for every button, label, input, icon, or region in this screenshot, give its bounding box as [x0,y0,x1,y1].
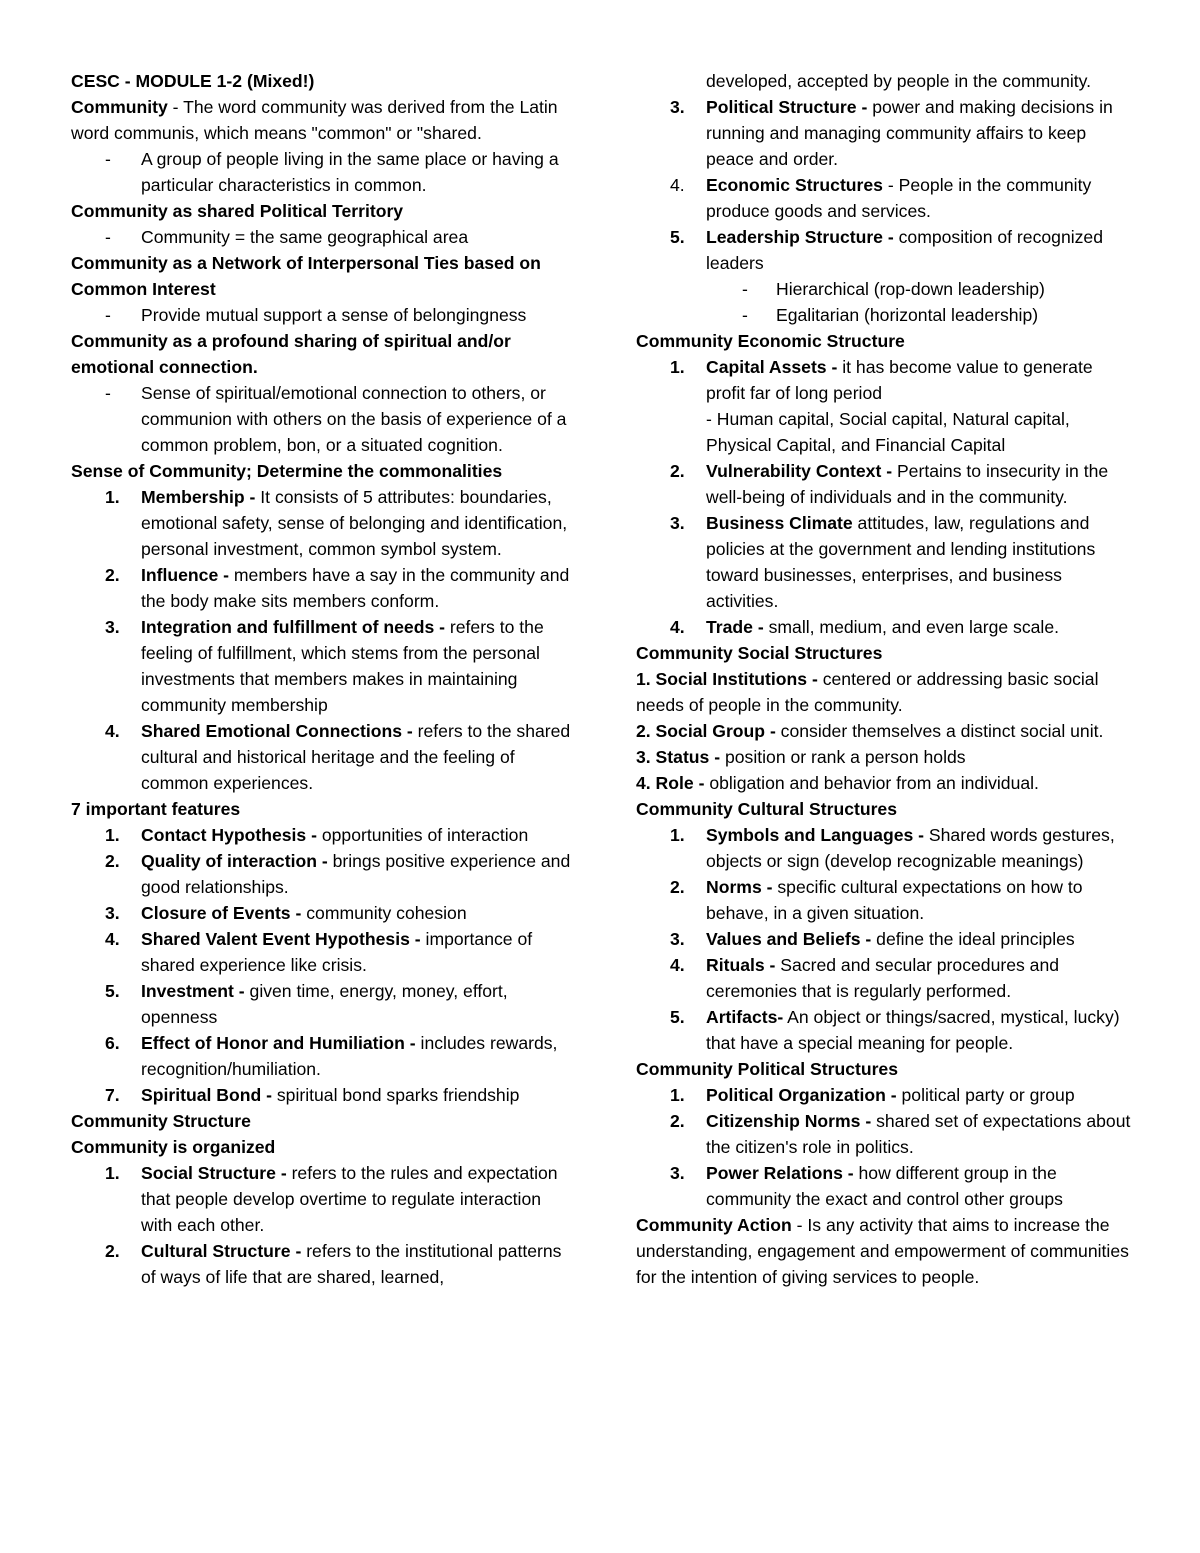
list-item [71,848,576,900]
list-item [71,718,576,796]
list-item [636,926,1136,952]
item-text: Pertains to insecurity in the well-being of individuals and in the community. [706,461,1109,507]
list-item [71,1082,576,1108]
item-term: Effect of Honor and Humiliation - [141,1033,416,1053]
item-number: 3. [670,97,685,117]
list-item [71,900,576,926]
item-term: Influence - [141,565,229,585]
item-text: - People in the community produce goods and services. [706,175,1092,221]
list-item [636,614,1136,640]
item-term: Economic Structures [706,175,883,195]
item-text: position or rank a person holds [720,747,966,767]
item-extra-text: - Human capital, Social capital, Natural capital, Physical Capital, and Financial Capital [706,409,1070,455]
item-term: Rituals - [706,955,776,975]
item-number: 4. [670,617,685,637]
item-number: 2. [105,565,120,585]
item-text: Shared words gestures, objects or sign (develop recognizable meanings) [706,825,1115,871]
item-term: Political Organization - [706,1085,897,1105]
list-item [71,1160,576,1238]
list-item [71,1238,576,1290]
item-number: 5. [105,981,120,1001]
bullet-text: Egalitarian (horizontal leadership) [776,305,1039,325]
item-term: Leadership Structure - [706,227,894,247]
bullet-text: Community = the same geographical area [141,227,469,247]
item-text: brings positive experience and good relationships. [141,851,571,897]
item-term: Spiritual Bond - [141,1085,272,1105]
item-term: Closure of Events - [141,903,302,923]
item-number: 5. [670,227,685,247]
item-text: centered or addressing basic social needs of people in the community. [636,669,1099,715]
left-column [71,68,576,1290]
section-heading: Sense of Community; Determine the commonalities [71,461,503,481]
item-term: Business Climate [706,513,853,533]
list-item [636,770,1136,796]
item-term: 4. Role - [636,773,705,793]
community-definition [71,94,576,146]
item-number: 3. [105,617,120,637]
item-text: consider themselves a distinct social unit. [775,721,1104,741]
item-text: refers to the institutional patterns of ways of life that are shared, learned, [141,1241,562,1287]
list-item [636,1108,1136,1160]
item-term: Artifacts- [706,1007,784,1027]
term: Community [71,97,168,117]
item-number: 5. [670,1007,685,1027]
item-term: 2. Social Group - [636,721,776,741]
item-text: It consists of 5 attributes: boundaries, emotional safety, sense of belonging and identification, personal investment, common symbol system. [141,487,568,559]
bullet-item: - A group of people living in the same place or having a particular characteristics in common. [105,149,559,195]
section-heading: 7 important features [71,799,241,819]
item-number: 1. [105,1163,120,1183]
item-text: opportunities of interaction [316,825,529,845]
item-text: define the ideal principles [871,929,1075,949]
bullet-text: Hierarchical (rop-down leadership) [776,279,1045,299]
item-text: importance of shared experience like crisis. [141,929,533,975]
list-item [71,1030,576,1082]
section-heading: Community Political Structures [636,1059,898,1079]
item-term: Symbols and Languages - [706,825,925,845]
item-term: Capital Assets - [706,357,838,377]
item-text: power and making decisions in running and managing community affairs to keep peace and order. [706,97,1113,169]
item-term: Contact Hypothesis - [141,825,317,845]
list-item [71,484,576,562]
item-number: 3. [670,1163,685,1183]
item-term: Integration and fulfillment of needs - [141,617,445,637]
item-text: it has become value to generate profit far of long period [706,357,1093,403]
list-item [636,510,1136,614]
item-number: 3. [670,513,685,533]
list-item [71,614,576,718]
item-text: refers to the shared cultural and historical heritage and the feeling of common experiences. [141,721,571,793]
item-text: specific cultural expectations on how to behave, in a given situation. [706,877,1083,923]
item-number: 2. [670,877,685,897]
list-item [636,952,1136,1004]
list-item [636,874,1136,926]
item-term: Power Relations - [706,1163,854,1183]
list-item [71,822,576,848]
right-column [636,68,1136,1290]
section-heading: Community Cultural Structures [636,799,898,819]
list-item [636,1082,1136,1108]
list-item [636,666,1136,718]
item-term: Trade - [706,617,764,637]
item-term: Quality of interaction - [141,851,328,871]
bullet-item: - Egalitarian (horizontal leadership) [742,305,1039,325]
item-number: 1. [105,487,120,507]
item-text: Sacred and secular procedures and ceremonies that is regularly performed. [706,955,1060,1001]
continued-text: developed, accepted by people in the community. [706,71,1092,91]
section-heading: Community Structure [71,1111,251,1131]
item-text: members have a say in the community and the body make sits members conform. [141,565,570,611]
item-text: An object or things/sacred, mystical, lucky) that have a special meaning for people. [706,1007,1120,1053]
list-item [636,1160,1136,1212]
item-text: refers to the rules and expectation that people develop overtime to regulate interaction with each other. [141,1163,558,1235]
list-item [636,718,1136,744]
item-text: refers to the feeling of fulfillment, which stems from the personal investments that members makes in maintaining community membership [141,617,544,715]
item-number: 4. [105,721,120,741]
item-text: political party or group [896,1085,1075,1105]
item-text: shared set of expectations about the citizen's role in politics. [706,1111,1131,1157]
community-action-definition [636,1212,1136,1290]
item-number: 3. [670,929,685,949]
item-term: Vulnerability Context - [706,461,893,481]
list-item [636,458,1136,510]
section-heading: Community Economic Structure [636,331,905,351]
list-item [636,744,1136,770]
item-text: given time, energy, money, effort, openness [141,981,508,1027]
bullet-item: - Hierarchical (rop-down leadership) [742,279,1045,299]
item-term: Cultural Structure - [141,1241,302,1261]
definition-text: - Is any activity that aims to increase the understanding, engagement and empowerment of communities for the intention of giving services to people. [636,1215,1129,1287]
item-text: obligation and behavior from an individual. [704,773,1039,793]
bullet-text: Provide mutual support a sense of belongingness [141,305,527,325]
item-term: Norms - [706,877,773,897]
document-title: CESC - MODULE 1-2 (Mixed!) [71,71,315,91]
list-item [636,172,1136,224]
item-term: Membership - [141,487,256,507]
bullet-item: - Sense of spiritual/emotional connection to others, or communion with others on the basis of experience of a common problem, bon, or a situated cognition. [105,383,567,455]
item-term: 1. Social Institutions - [636,669,818,689]
item-number: 6. [105,1033,120,1053]
list-item [71,562,576,614]
bullet-text: A group of people living in the same place or having a particular characteristics in common. [141,149,559,195]
item-number: 2. [670,1111,685,1131]
list-item [636,224,1136,276]
section-heading: Community Social Structures [636,643,883,663]
item-term: Political Structure - [706,97,868,117]
item-term: Investment - [141,981,245,1001]
item-number: 4. [105,929,120,949]
item-number: 1. [105,825,120,845]
item-number: 4. [670,955,685,975]
section-heading: Community as a profound sharing of spiritual and/or emotional connection. [71,331,511,377]
item-text: spiritual bond sparks friendship [271,1085,520,1105]
item-number: 7. [105,1085,120,1105]
item-number: 2. [105,851,120,871]
item-text: small, medium, and even large scale. [763,617,1060,637]
list-item [636,94,1136,172]
item-text: community cohesion [301,903,467,923]
bullet-item: - Provide mutual support a sense of belongingness [105,305,527,325]
list-item [636,822,1136,874]
item-term: Values and Beliefs - [706,929,872,949]
item-term: 3. Status - [636,747,721,767]
list-item [71,926,576,978]
list-item [71,978,576,1030]
section-heading: Community is organized [71,1137,276,1157]
item-number: 2. [105,1241,120,1261]
item-text: how different group in the community the exact and control other groups [706,1163,1063,1209]
item-text: composition of recognized leaders [706,227,1104,273]
item-term: Social Structure - [141,1163,287,1183]
item-term: Citizenship Norms - [706,1111,872,1131]
item-text: attitudes, law, regulations and policies at the government and lending institutions toward businesses, enterprises, and business activities. [706,513,1096,611]
term: Community Action [636,1215,792,1235]
item-number: 3. [105,903,120,923]
bullet-text: Sense of spiritual/emotional connection to others, or communion with others on the basis of experience of a common problem, bon, or a situated cognition. [141,383,567,455]
definition-text: - The word community was derived from the Latin word communis, which means "common" or "shared. [71,97,558,143]
section-heading: Community as shared Political Territory [71,201,404,221]
item-text: includes rewards, recognition/humiliation. [141,1033,558,1079]
list-item [636,354,1136,458]
item-term: Shared Emotional Connections - [141,721,413,741]
list-item [636,1004,1136,1056]
item-number: 2. [670,461,685,481]
item-number: 1. [670,357,685,377]
item-number: 1. [670,825,685,845]
item-term: Shared Valent Event Hypothesis - [141,929,421,949]
bullet-item: - Community = the same geographical area [105,227,469,247]
section-heading: Community as a Network of Interpersonal Ties based on Common Interest [71,253,541,299]
item-number: 1. [670,1085,685,1105]
item-number: 4. [670,175,685,195]
